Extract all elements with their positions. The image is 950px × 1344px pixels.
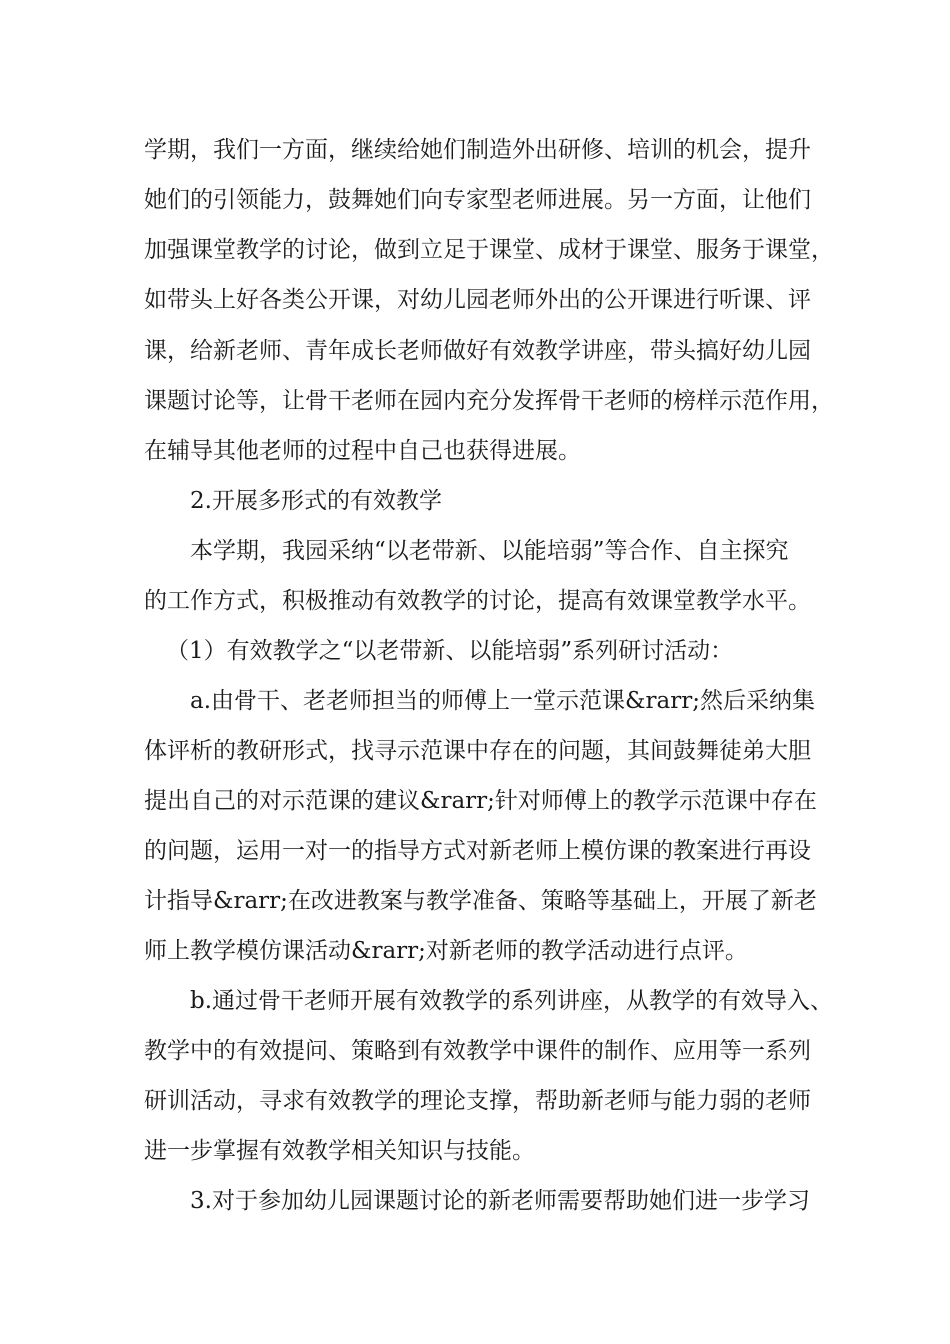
text-line-17: 师上教学模仿课活动&rarr;对新老师的教学活动进行点评。 [144,938,748,964]
text-line-3: 加强课堂教学的讨论，做到立足于课堂、成材于课堂、服务于课堂， [144,237,834,263]
text-line-20: 研训活动，寻求有效教学的理论支撑，帮助新老师与能力弱的老师 [144,1088,811,1114]
text-line-13: 体评析的教研形式，找寻示范课中存在的问题，其间鼓舞徒弟大胆 [144,738,811,764]
text-line-2: 她们的引领能力，鼓舞她们向专家型老师进展。另一方面，让他们 [144,187,811,213]
text-line-9: 本学期，我园采纳“以老带新、以能培弱”等合作、自主探究 [190,538,789,564]
text-line-15: 的问题，运用一对一的指导方式对新老师上模仿课的教案进行再设 [144,838,811,864]
text-line-14: 提出自己的对示范课的建议&rarr;针对师傅上的教学示范课中存在 [144,788,817,814]
text-line-10: 的工作方式，积极推动有效教学的讨论，提高有效课堂教学水平。 [144,588,811,614]
text-line-19: 教学中的有效提问、策略到有效教学中课件的制作、应用等一系列 [144,1038,811,1064]
section-heading-2: 2.开展多形式的有效教学 [190,488,442,514]
text-line-18: b.通过骨干老师开展有效教学的系列讲座，从教学的有效导入、 [190,988,834,1014]
text-line-5: 课，给新老师、青年成长老师做好有效教学讲座，带头搞好幼儿园 [144,338,811,364]
text-line-12: a.由骨干、老老师担当的师傅上一堂示范课&rarr;然后采纳集 [190,688,815,714]
text-line-4: 如带头上好各类公开课，对幼儿园老师外出的公开课进行听课、评 [144,287,811,313]
text-line-1: 学期，我们一方面，继续给她们制造外出研修、培训的机会，提升 [144,137,811,163]
subsection-heading-1: （1）有效教学之“以老带新、以能培弱”系列研讨活动： [166,638,734,664]
text-line-6: 课题讨论等，让骨干老师在园内充分发挥骨干老师的榜样示范作用， [144,388,834,414]
section-heading-3: 3.对于参加幼儿园课题讨论的新老师需要帮助她们进一步学习 [190,1188,810,1214]
text-line-7: 在辅导其他老师的过程中自己也获得进展。 [144,438,581,464]
text-line-21: 进一步掌握有效教学相关知识与技能。 [144,1138,535,1164]
text-line-16: 计指导&rarr;在改进教案与教学准备、策略等基础上，开展了新老 [144,888,817,914]
